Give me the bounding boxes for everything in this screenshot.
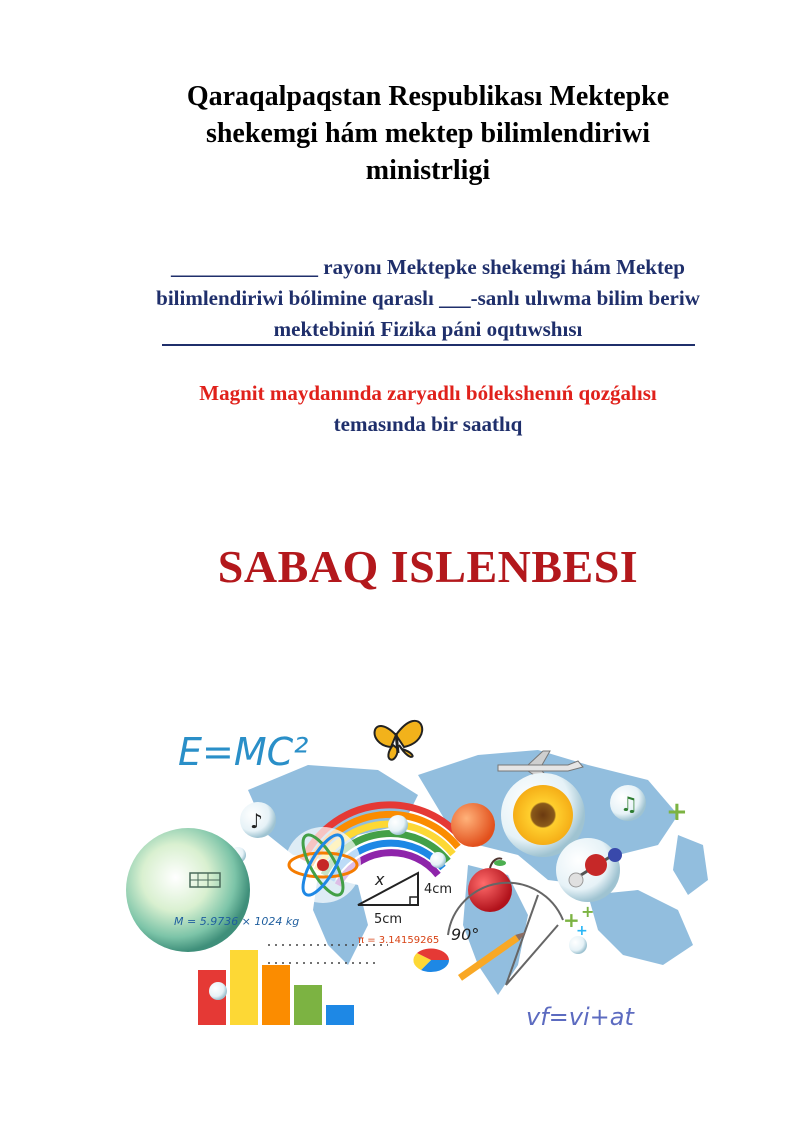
svg-text:+: +	[581, 902, 595, 921]
topic-suffix: temasında bir saatlıq	[333, 412, 523, 436]
mass-label: M = 5.9736 × 1024 kg	[174, 915, 300, 928]
pi-label: π = 3.14159265	[358, 935, 440, 946]
music-note-icon-right	[610, 785, 646, 821]
atom-icon	[285, 827, 361, 903]
ministry-heading	[100, 78, 756, 189]
teacher-name-line	[162, 344, 695, 346]
school-info	[95, 252, 761, 345]
svg-text:+: +	[563, 908, 580, 932]
science-illustration	[118, 695, 718, 1040]
svg-text:♫: ♫	[620, 792, 638, 816]
angle-label: 90°	[451, 925, 480, 944]
school-line-3: mektebiniń Fizika páni oqıtıwshısı	[273, 317, 583, 341]
svg-text:+: +	[666, 797, 688, 827]
music-note-icon-left	[240, 802, 276, 838]
svg-text:♪: ♪	[250, 809, 263, 833]
ministry-line-3: ministrligi	[365, 155, 491, 186]
pie-chart-icon	[413, 949, 449, 972]
science-collage	[118, 695, 718, 1040]
bar-chart-icon	[198, 950, 354, 1025]
dotted-lines	[268, 945, 388, 963]
bubble	[430, 852, 446, 868]
lesson-topic	[95, 378, 761, 440]
butterfly-icon	[375, 721, 423, 760]
label-5cm: 5cm	[374, 912, 403, 927]
velocity-formula: vf=vi+at	[526, 1003, 634, 1031]
ministry-line-1: Qaraqalpaqstan Respublikası Mektepke	[186, 81, 670, 112]
ministry-line-2: shekemgi hám mektep bilimlendiriwi	[205, 118, 651, 149]
triangle-diagram	[358, 873, 418, 905]
topic-title: Magnit maydanında zaryadlı bólekshenıń qozǵalısı	[199, 381, 657, 405]
orange-ball	[451, 803, 495, 847]
svg-text:+: +	[576, 923, 588, 939]
label-4cm: 4cm	[424, 882, 453, 897]
bubble	[388, 815, 408, 835]
school-line-2: bilimlendiriwi bólimine qaraslı ___-sanlı ulıwma bilim beriw	[156, 286, 700, 310]
label-x: x	[375, 870, 385, 889]
globe-icon	[126, 828, 250, 952]
energy-formula: E=MC²	[178, 730, 309, 774]
school-line-1: ______________ rayonı Mektepke shekemgi hám Mektep	[171, 255, 685, 279]
document-title: SABAQ ISLENBESI	[217, 541, 639, 592]
